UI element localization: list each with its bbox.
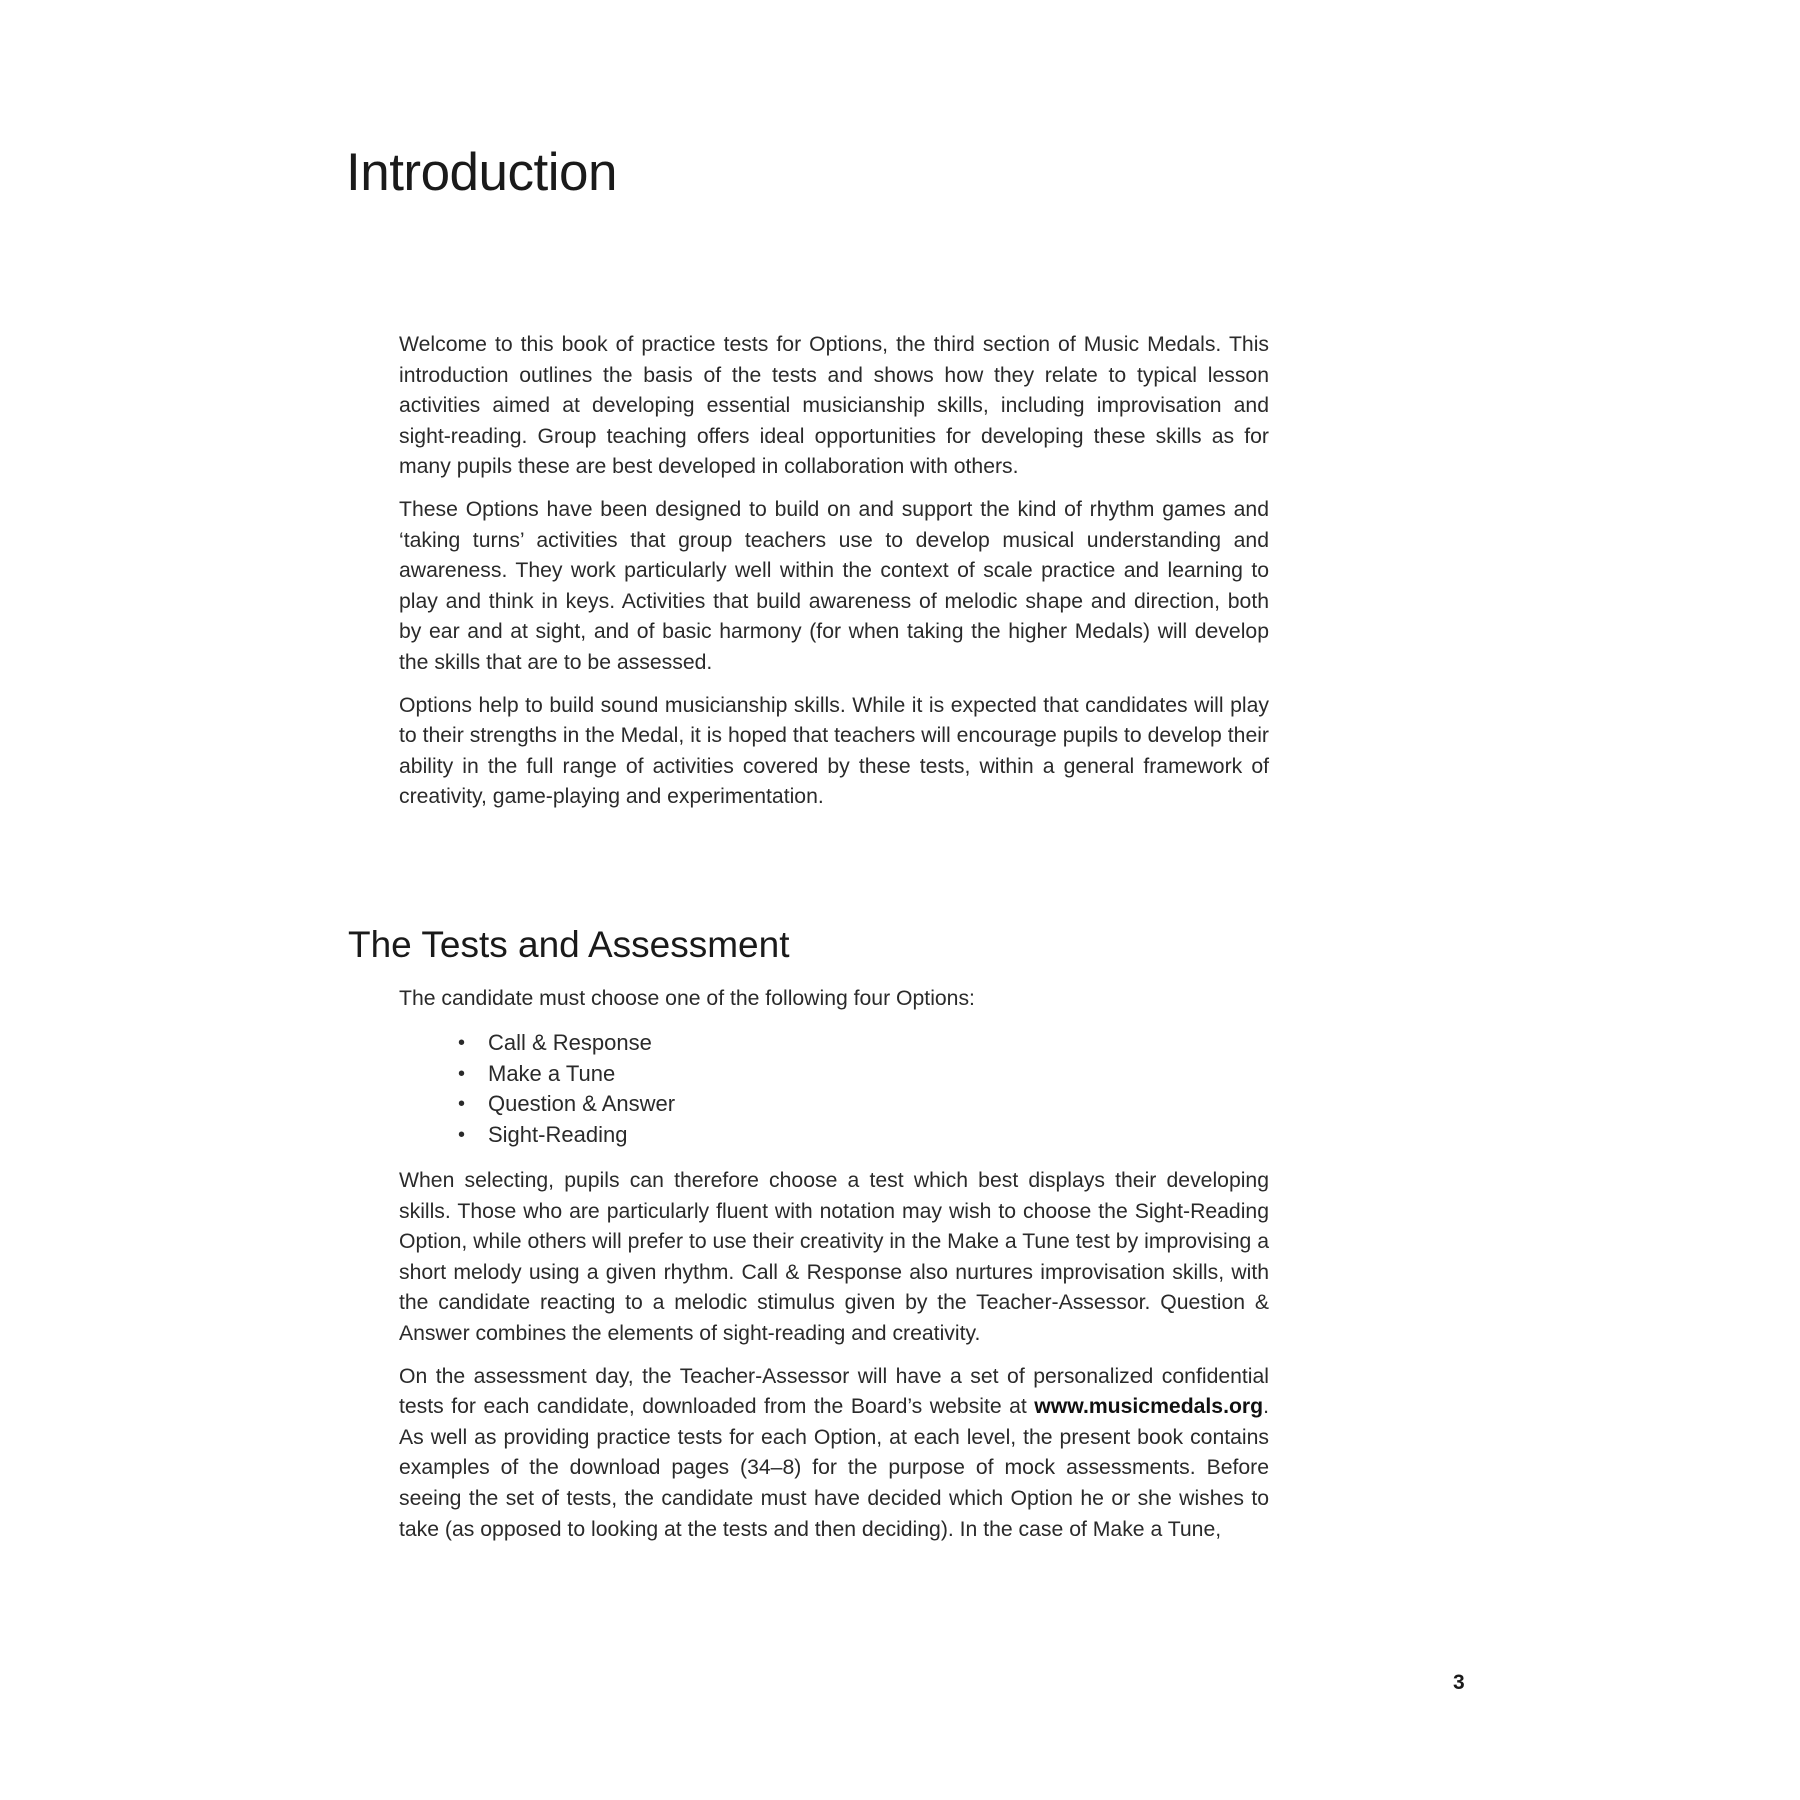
bullet-icon: •	[458, 1123, 466, 1146]
bullet-icon: •	[458, 1093, 466, 1115]
intro-paragraph-3: Options help to build sound musicianship skills. While it is expected that candidates will play to their strengths in the Medal, it is hoped that teachers will encourage pupils to develop their ability in the full range of activities covered by these tests, within a general framework of creativity, game-playing and experimentation.	[399, 693, 1269, 809]
section-heading: The Tests and Assessment	[348, 924, 790, 965]
list-item	[458, 1059, 1269, 1090]
bullet-icon: •	[458, 1062, 466, 1085]
selection-paragraph: When selecting, pupils can therefore choose a test which best displays their developing skills. Those who are particularly fluent with notation may wish to choose the Sight-Reading Option, while others will prefer to use their creativity in the Make a Tune test by improvising a short melody using a given rhythm. Call & Response also nurtures improvisation skills, with the candidate reacting to a melodic stimulus given by the Teacher-Assessor. Question & Answer combines the elements of sight-reading and creativity.	[399, 1169, 1269, 1345]
options-list	[399, 1028, 1269, 1150]
assessment-text-end: . As well as providing practice tests for each Option, at each level, the present book contains examples of the download pages (34–8) for the purpose of mock assessments. Before seeing the set of tests, the candidate must have decided which Option he or she wishes to take (as opposed to looking at the tests and then deciding). In the case of Make a Tune,	[399, 1395, 1269, 1541]
list-item	[458, 1028, 1269, 1059]
option-label: Sight-Reading	[488, 1121, 628, 1147]
option-label: Question & Answer	[488, 1091, 676, 1116]
list-item	[458, 1120, 1269, 1151]
assessment-day-paragraph	[399, 1362, 1269, 1546]
intro-paragraph-1: Welcome to this book of practice tests for Options, the third section of Music Medals. This introduction outlines the basis of the tests and shows how they relate to typical lesson activities aimed at developing essential musicianship skills, including improvisation and sight-reading. Group teaching offers ideal opportunities for developing these skills as for many pupils these are best developed in collaboration with others.	[399, 333, 1269, 479]
assessment-text-start: On the assessment day, the Teacher-Assessor will have a set of personalized confidential tests for each candidate, downloaded from the Board’s website at	[399, 1364, 1269, 1419]
page-title: Introduction	[346, 143, 617, 202]
list-item	[458, 1089, 1269, 1120]
option-label: Call & Response	[488, 1030, 652, 1055]
intro-paragraph-2: These Options have been designed to build on and support the kind of rhythm games and ‘taking turns’ activities that group teachers use to develop musical understanding and awareness. They work particularly well within the context of scale practice and learning to play and think in keys. Activities that build awareness of melodic shape and direction, both by ear and at sight, and of basic harmony (for when taking the higher Medals) will develop the skills that are to be assessed.	[399, 497, 1269, 674]
bullet-icon: •	[458, 1032, 466, 1054]
tests-assessment-body	[399, 984, 1269, 1557]
website-link[interactable]: www.musicmedals.org	[1034, 1395, 1264, 1419]
introduction-body	[399, 330, 1269, 825]
page-number: 3	[1453, 1671, 1465, 1694]
option-label: Make a Tune	[488, 1060, 616, 1086]
options-lead-text: The candidate must choose one of the following four Options:	[399, 987, 975, 1010]
